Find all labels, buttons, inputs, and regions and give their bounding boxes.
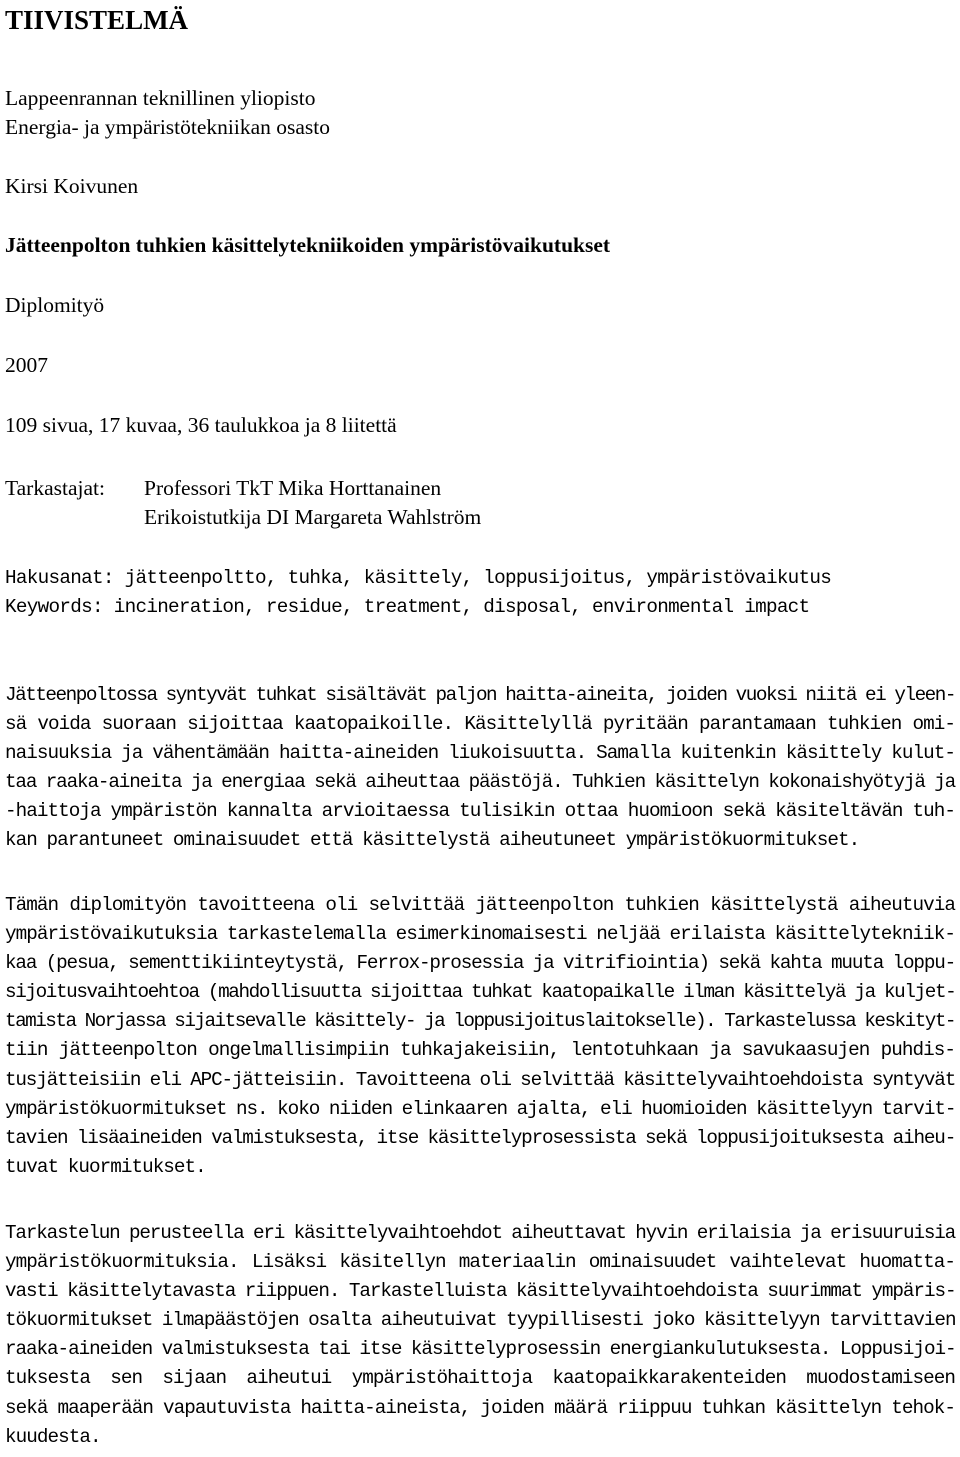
text-line: sä voida suoraan sijoittaa kaatopaikoille. Käsittelyllä pyritään parantamaan tuhkien omi- (5, 713, 955, 736)
university-name: Lappeenrannan teknillinen yliopisto (5, 86, 316, 110)
text-line: taa raaka-aineita ja energiaa sekä aiheuttaa päästöjä. Tuhkien käsittelyn kokonaishyötyjä ja (5, 771, 956, 794)
text-line: sekä maaperään vapautuvista haitta-aineista, joiden määrä riippuu tuhkan käsittelyn tehok- (5, 1396, 955, 1419)
text-line: ympäristövaikutuksia tarkastelemalla esimerkinomaisesti neljää erilaista käsittelytekniik- (5, 923, 955, 946)
text-line: ympäristökuormituksia. Lisäksi käsitellyn materiaalin ominaisuudet vaihtelevat huomatta- (5, 1251, 955, 1274)
department-name: Energia- ja ympäristötekniikan osasto (5, 115, 331, 139)
abstract-paragraph-3 (5, 1219, 955, 1452)
keywords-english: Keywords: incineration, residue, treatment, disposal, environmental impact (5, 596, 810, 618)
text-line: tuksesta sen sijaan aiheutui ympäristöhaittoja kaatopaikkarakenteiden muodostamiseen (5, 1367, 955, 1390)
text-line: Jätteenpoltossa syntyvät tuhkat sisältävät paljon haitta-aineita, joiden vuoksi niitä ei yleen- (5, 684, 955, 706)
text-line: tamista Norjassa sijaitsevalle käsittely- ja loppusijoituslaitokselle). Tarkastelussa keskityt- (5, 1010, 955, 1033)
reviewers-names (144, 474, 481, 532)
text-line: vasti käsittelytavasta riippuen. Tarkastelluista käsittelyvaihtoehdoista suurimmat ympäris- (5, 1280, 956, 1303)
thesis-title: Jätteenpolton tuhkien käsittelytekniikoiden ympäristövaikutukset (5, 233, 611, 257)
text-line: naisuuksia ja vähentämään haitta-aineiden liukoisuutta. Samalla kuitenkin käsittely kulut- (5, 742, 955, 765)
keywords-block (5, 564, 831, 622)
reviewer-name: Erikoistutkija DI Margareta Wahlström (144, 505, 482, 529)
text-line: kuudesta. (5, 1425, 101, 1448)
text-line: raaka-aineiden valmistuksesta tai itse käsittelyprosessin energiankulutuksesta. Loppusijoi- (5, 1338, 956, 1361)
reviewer-name: Professori TkT Mika Horttanainen (144, 476, 442, 500)
thesis-type: Diplomityö (5, 293, 105, 317)
text-line: kaa (pesua, sementtikiinteytystä, Ferrox-prosessia ja vitrifiointia) sekä kahta muuta loppu- (5, 952, 956, 975)
keywords-finnish: Hakusanat: jätteenpoltto, tuhka, käsittely, loppusijoitus, ympäristövaikutus (5, 567, 832, 589)
text-line: sijoitusvaihtoehtoa (mahdollisuutta sijoittaa tuhkat kaatopaikalle ilman käsittelyä ja kuljet- (5, 981, 956, 1004)
abstract-paragraph-2 (5, 891, 955, 1182)
text-line: Tarkastelun perusteella eri käsittelyvaihtoehdot aiheuttavat hyvin erilaisia ja erisuuruisia (5, 1222, 956, 1244)
author-name: Kirsi Koivunen (5, 174, 139, 198)
text-line: tökuormitukset ilmapäästöjen osalta aiheutuivat tyypillisesti joko käsittelyyn tarvittavien (5, 1309, 956, 1332)
year: 2007 (5, 353, 48, 377)
text-line: kan parantuneet ominaisuudet että käsittelystä aiheutuneet ympäristökuormitukset. (5, 829, 860, 852)
text-line: tuvat kuormitukset. (5, 1155, 206, 1178)
text-line: -haittoja ympäristön kannalta arvioitaessa tulisikin ottaa huomioon sekä käsiteltävän tuh- (5, 800, 955, 823)
text-line: ympäristökuormitukset ns. koko niiden elinkaaren ajalta, eli huomioiden käsittelyyn tarvit- (5, 1097, 956, 1120)
text-line: tavien lisäaineiden valmistuksesta, itse käsittelyprosessista sekä loppusijoituksesta aiheu- (5, 1126, 956, 1149)
reviewers-label: Tarkastajat: (5, 476, 105, 500)
page-title: TIIVISTELMÄ (5, 5, 189, 35)
text-line: Tämän diplomityön tavoitteena oli selvittää jätteenpolton tuhkien käsittelystä aiheutuvia (5, 894, 955, 916)
text-line: tiin jätteenpolton ongelmallisimpiin tuhkajakeisiin, lentotuhkaan ja savukaasujen puhdis- (5, 1039, 955, 1062)
thesis-extent: 109 sivua, 17 kuvaa, 36 taulukkoa ja 8 liitettä (5, 413, 397, 437)
text-line: tusjätteisiin eli APC-jätteisiin. Tavoitteena oli selvittää käsittelyvaihtoehdoista syntyvät (5, 1068, 956, 1091)
abstract-paragraph-1 (5, 681, 955, 856)
